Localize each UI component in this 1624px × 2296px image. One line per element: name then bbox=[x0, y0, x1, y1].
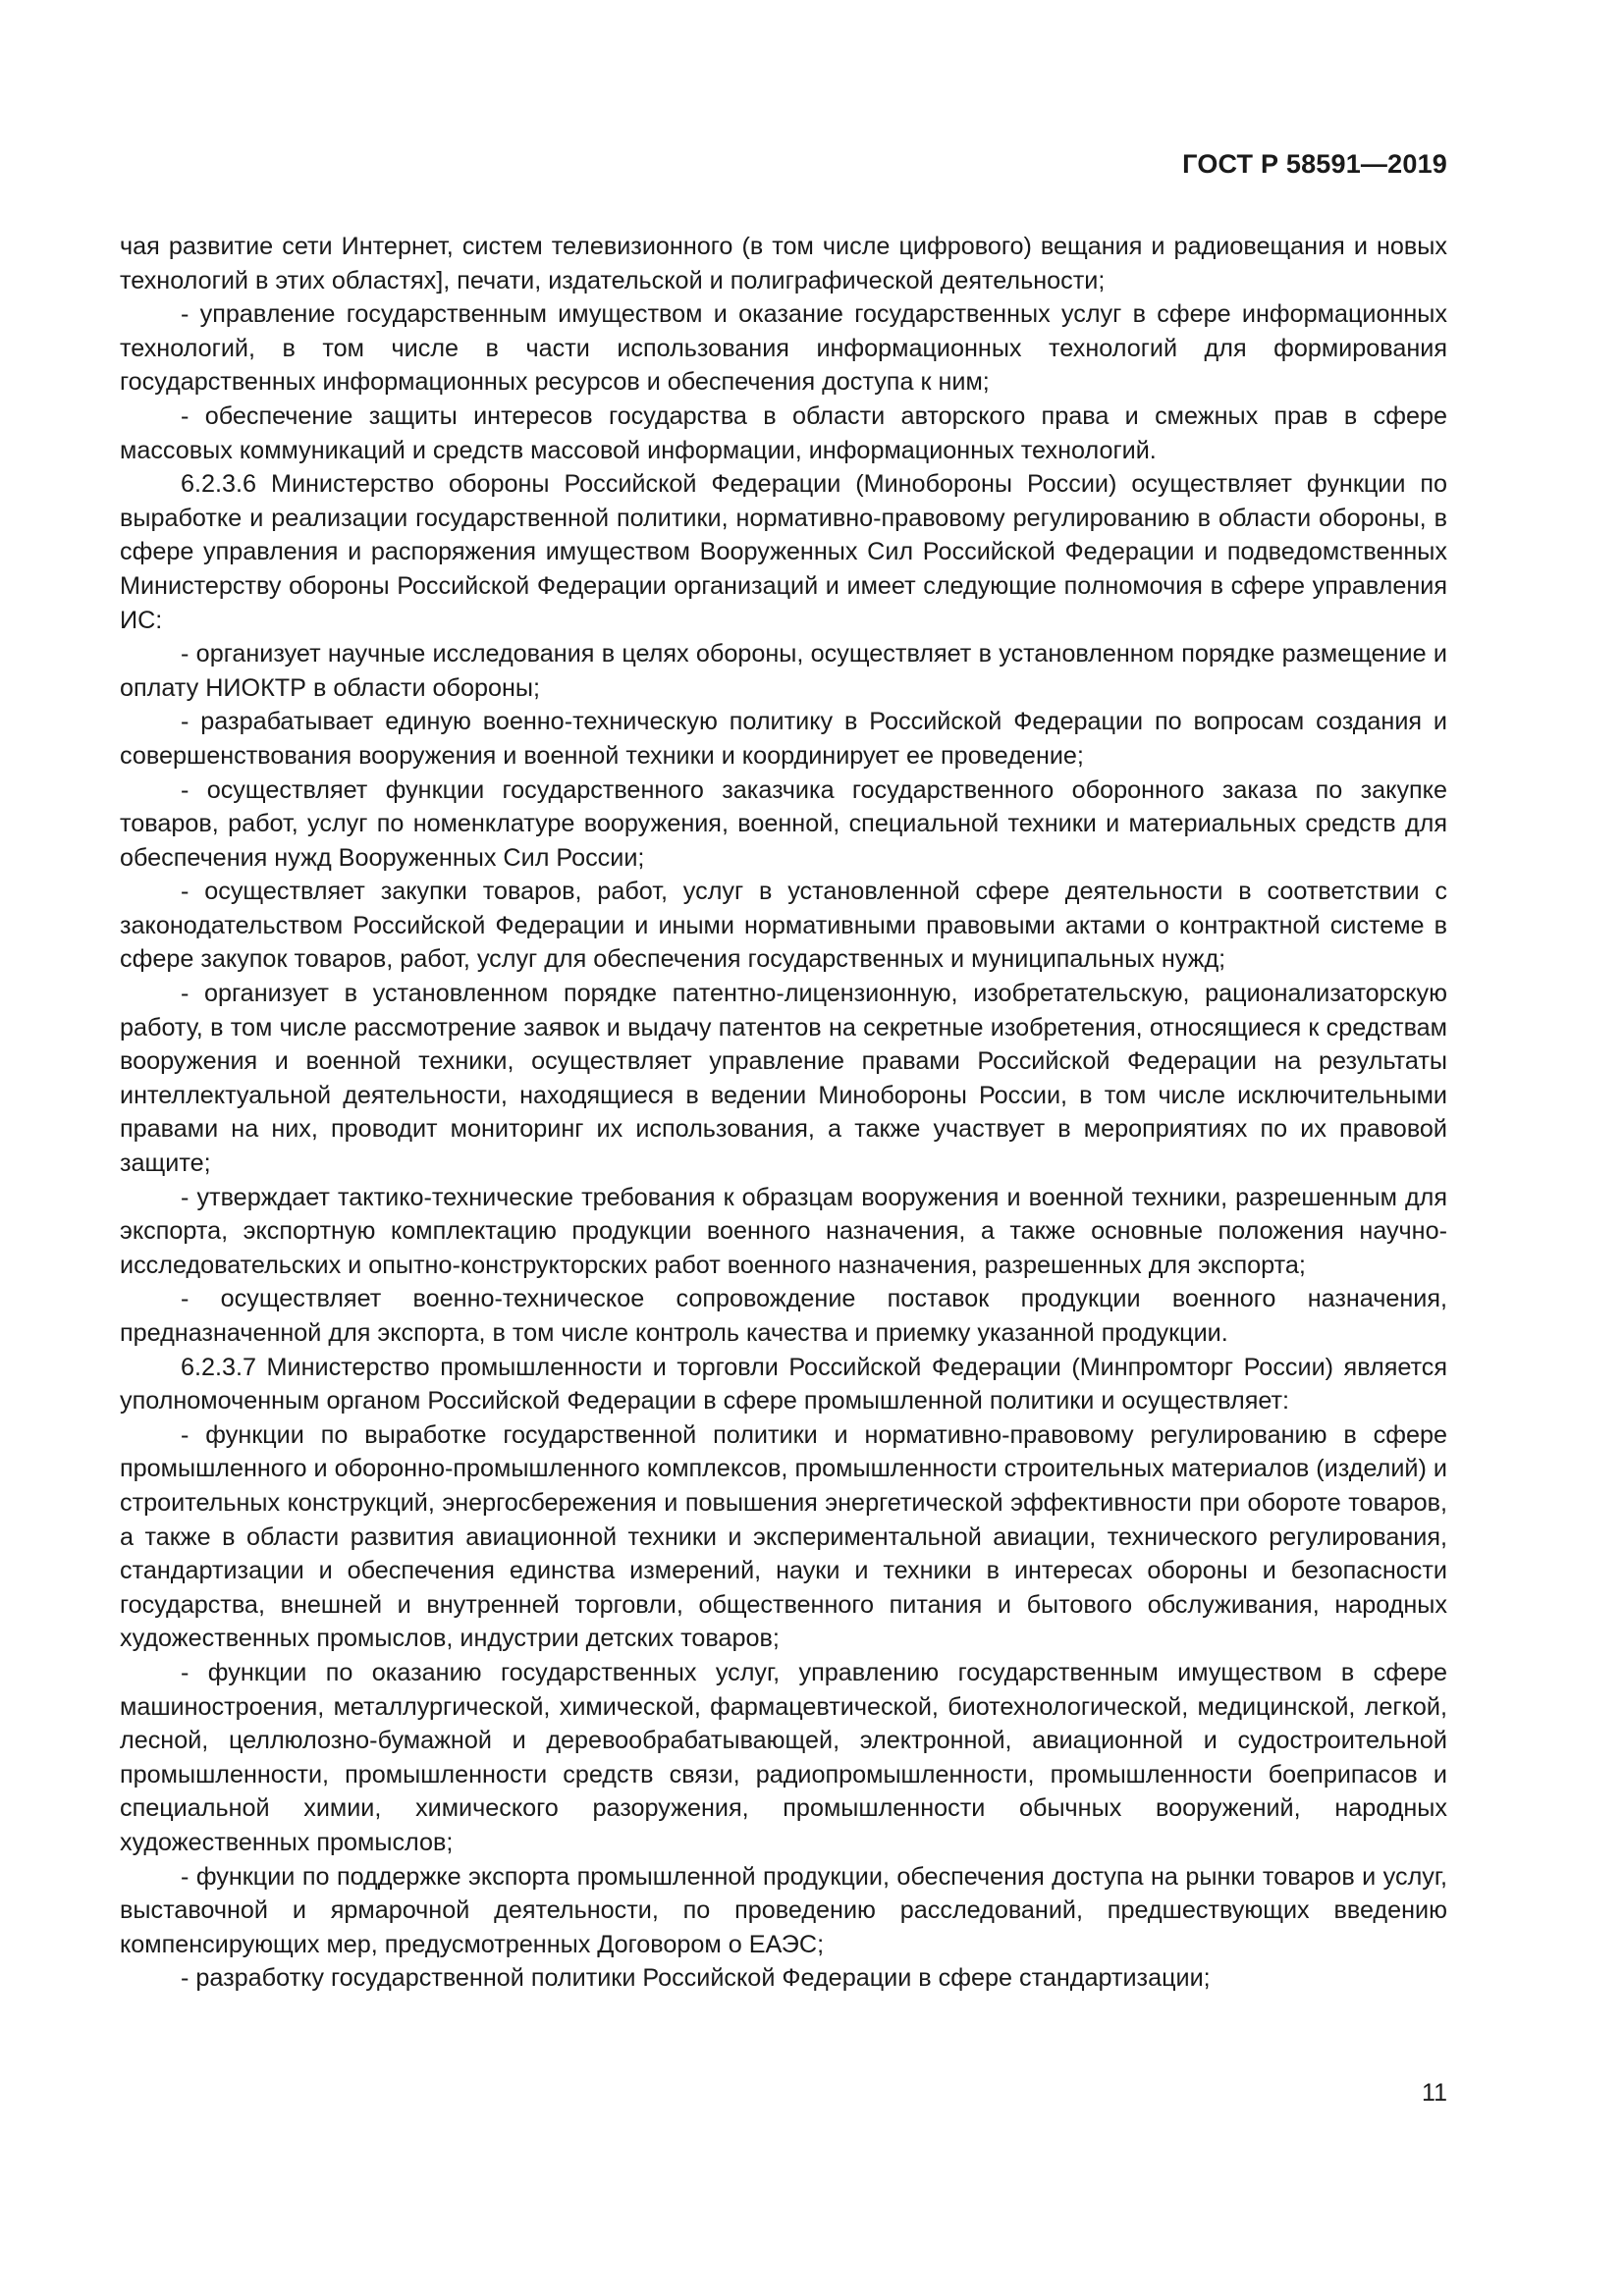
list-item-copyright-protection: - обеспечение защиты интересов государства в области авторского права и смежных прав в сфере массовых коммуникаций и средств массовой информации, информационных технологий. bbox=[120, 401, 1447, 464]
list-item-state-customer: - осуществляет функции государственного заказчика государственного оборонного заказа по закупке товаров, работ, услуг по номенклатуре вооружения, военной, специальной техники и материальных средств для обеспечения нужд Вооруженных Сил России; bbox=[120, 775, 1447, 872]
clause-6-2-3-7: 6.2.3.7 Министерство промышленности и торговли Российской Федерации (Минпромторг России) является уполномоченным органом Российской Федерации в сфере промышленной политики и осуществляет: bbox=[120, 1353, 1447, 1415]
list-item-industrial-policy: - функции по выработке государственной политики и нормативно-правовому регулированию в сфере промышленного и оборонно-промышленного комплексов, промышленности строительных материалов (изделий) и строительных конструкций, энергосбережения и повышения энергетической эффективности при обороте товаров, а также в области развития авиационной техники и экспериментальной авиации, технического регулирования, стандартизации и обеспечения единства измерений, науки и техники в интересах обороны и безопасности государства, внешней и внутренней торговли, общественного питания и бытового обслуживания, народных художественных промыслов, индустрии детских товаров; bbox=[120, 1420, 1447, 1653]
clause-6-2-3-6: 6.2.3.6 Министерство обороны Российской Федерации (Минобороны России) осуществляет функции по выработке и реализации государственной политики, нормативно-правовому регулированию в области обороны, в сфере управления и распоряжения имуществом Вооруженных Сил Российской Федерации и подведомственных Министерству обороны Российской Федерации организаций и имеет следующие полномочия в сфере управления ИС: bbox=[120, 470, 1447, 634]
list-item-military-technical-policy: - разрабатывает единую военно-техническую политику в Российской Федерации по вопросам создания и совершенствования вооружения и военной техники и координирует ее проведение; bbox=[120, 708, 1447, 770]
list-item-export-promotion: - функции по поддержке экспорта промышленной продукции, обеспечения доступа на рынки товаров и услуг, выставочной и ярмарочной деятельности, по проведению расследований, предшествующих введению компенсирующих мер, предусмотренных Договором о ЕАЭС; bbox=[120, 1862, 1447, 1958]
paragraph-continuation: чая развитие сети Интернет, систем телевизионного (в том числе цифрового) вещания и радиовещания и новых технологий в этих областях], печати, издательской и полиграфической деятельности; bbox=[120, 233, 1447, 294]
list-item-export-requirements: - утверждает тактико-технические требования к образцам вооружения и военной техники, разрешенным для экспорта, экспортную комплектацию продукции военного назначения, а также основные положения научно-исследовательских и опытно-конструкторских работ военного назначения, разрешенных для экспорта; bbox=[120, 1183, 1447, 1279]
list-item-patent-licensing: - организует в установленном порядке патентно-лицензионную, изобретательскую, рационализаторскую работу, в том числе рассмотрение заявок и выдачу патентов на секретные изобретения, относящиеся к средствам вооружения и военной техники, осуществляет управление правами Российской Федерации на результаты интеллектуальной деятельности, находящиеся в ведении Минобороны России, в том числе исключительными правами на них, проводит мониторинг их использования, а также участвует в мероприятиях по их правовой защите; bbox=[120, 980, 1447, 1178]
document-body bbox=[120, 230, 1447, 1996]
list-item-state-services-industry: - функции по оказанию государственных услуг, управлению государственным имуществом в сфере машиностроения, металлургической, химической, фармацевтической, биотехнологической, медицинской, легкой, лесной, целлюлозно-бумажной и деревообрабатывающей, электронной, авиационной и судостроительной промышленности, промышленности средств связи, радиопромышленности, промышленности боеприпасов и специальной химии, химического разоружения, промышленности обычных вооружений, народных художественных промыслов; bbox=[120, 1658, 1447, 1856]
page-header-standard-code: ГОСТ Р 58591—2019 bbox=[1182, 149, 1447, 179]
list-item-standardization-policy: - разработку государственной политики Российской Федерации в сфере стандартизации; bbox=[181, 1964, 1211, 1993]
list-item-state-property-it: - управление государственным имуществом и оказание государственных услуг в сфере информационных технологий, в том числе в части использования информационных технологий для формирования государственных информационных ресурсов и обеспечения доступа к ним; bbox=[120, 300, 1447, 397]
page-number: 11 bbox=[1422, 2079, 1447, 2107]
list-item-procurement: - осуществляет закупки товаров, работ, услуг в установленной сфере деятельности в соответствии с законодательством Российской Федерации и иными нормативными правовыми актами о контрактной системе в сфере закупок товаров, работ, услуг для обеспечения государственных и муниципальных нужд; bbox=[120, 878, 1447, 974]
list-item-export-support: - осуществляет военно-техническое сопровождение поставок продукции военного назначения, предназначенной для экспорта, в том числе контроль качества и приемку указанной продукции. bbox=[120, 1285, 1447, 1347]
list-item-research-defense: - организует научные исследования в целях обороны, осуществляет в установленном порядке размещение и оплату НИОКТР в области обороны; bbox=[120, 640, 1447, 702]
